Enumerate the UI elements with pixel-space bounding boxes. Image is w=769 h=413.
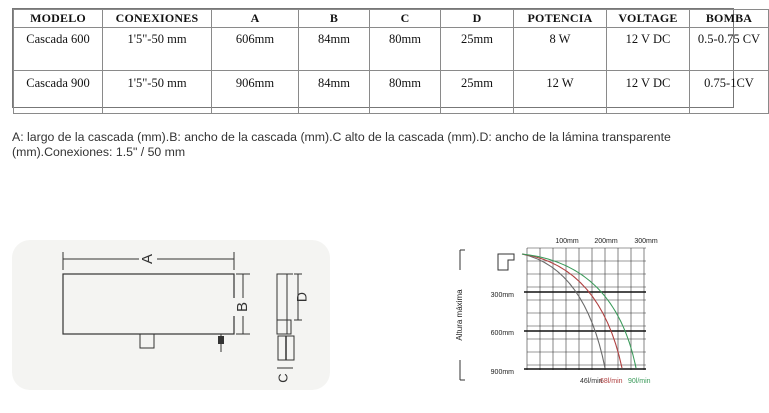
cell-a: 906mm xyxy=(212,71,299,114)
cell-modelo: Cascada 900 xyxy=(14,71,103,114)
cell-bomba: 0.5-0.75 CV xyxy=(690,28,769,71)
cell-c: 80mm xyxy=(370,71,441,114)
cell-potencia: 12 W xyxy=(514,71,607,114)
cell-b: 84mm xyxy=(299,71,370,114)
left-tick-600: 600mm xyxy=(490,330,514,337)
cell-modelo: Cascada 600 xyxy=(14,28,103,71)
cell-potencia: 8 W xyxy=(514,28,607,71)
label-b: B xyxy=(233,301,251,313)
flow-height-diagram-svg xyxy=(440,228,740,408)
header-conexiones: CONEXIONES xyxy=(103,10,212,28)
cell-d: 25mm xyxy=(441,28,514,71)
flow-label-68: 68l/min xyxy=(600,378,623,385)
flow-label-90: 90l/min xyxy=(628,378,651,385)
cell-c: 80mm xyxy=(370,28,441,71)
cell-a: 606mm xyxy=(212,28,299,71)
label-d: D xyxy=(293,291,310,303)
table-row xyxy=(14,28,769,71)
spec-table xyxy=(12,8,761,108)
axis-label-altura: Altura máxima xyxy=(455,289,465,341)
dimension-drawing xyxy=(12,240,352,398)
cell-voltage: 12 V DC xyxy=(607,28,690,71)
cell-b: 84mm xyxy=(299,28,370,71)
dimension-drawing-svg xyxy=(12,240,352,398)
cell-d: 25mm xyxy=(441,71,514,114)
label-c: C xyxy=(275,373,291,383)
header-modelo: MODELO xyxy=(14,10,103,28)
cell-voltage: 12 V DC xyxy=(607,71,690,114)
header-potencia: POTENCIA xyxy=(514,10,607,28)
cell-conexiones: 1'5"-50 mm xyxy=(103,28,212,71)
left-tick-300: 300mm xyxy=(490,292,514,299)
top-tick-300: 300mm xyxy=(634,238,658,245)
header-voltage: VOLTAGE xyxy=(607,10,690,28)
table-header-row xyxy=(14,10,769,28)
spec-table-grid xyxy=(13,9,769,114)
table-row xyxy=(14,71,769,114)
left-tick-900: 900mm xyxy=(490,369,514,376)
top-tick-200: 200mm xyxy=(594,238,618,245)
flow-curve-46 xyxy=(522,254,605,368)
cell-conexiones: 1'5"-50 mm xyxy=(103,71,212,114)
header-c: C xyxy=(370,10,441,28)
header-b: B xyxy=(299,10,370,28)
dimension-description: A: largo de la cascada (mm).B: ancho de la cascada (mm).C alto de la cascada (mm).D: ancho de la lámina transparente (mm).Conexiones: 1.5" / 50 mm xyxy=(12,130,671,159)
cell-bomba: 0.75-1CV xyxy=(690,71,769,114)
cascade-nozzle-icon xyxy=(498,254,514,270)
label-a: A xyxy=(138,253,156,265)
header-d: D xyxy=(441,10,514,28)
flow-label-46: 46l/min xyxy=(580,378,603,385)
header-a: A xyxy=(212,10,299,28)
header-bomba: BOMBA xyxy=(690,10,769,28)
diagram-grid xyxy=(524,248,646,370)
pipe-fitting xyxy=(218,336,224,344)
top-tick-100: 100mm xyxy=(555,238,579,245)
flow-height-diagram xyxy=(440,228,740,408)
flow-curve-68 xyxy=(522,254,622,368)
